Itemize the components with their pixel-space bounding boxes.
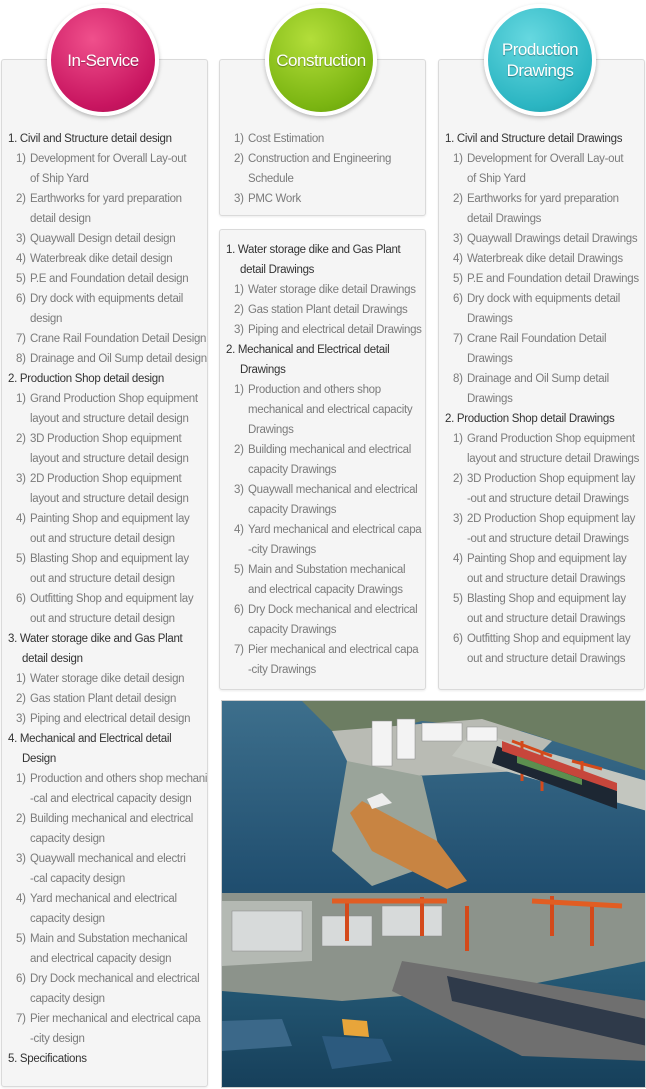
- list-item: [8, 469, 208, 509]
- list-item-text: Piping and electrical detail Drawings: [248, 324, 422, 336]
- section-heading: [8, 129, 208, 149]
- list-item-text: Earthworks for yard preparation: [30, 193, 182, 205]
- list-item-text: Quaywall mechanical and electri: [30, 853, 186, 865]
- production-title-line2: Drawings: [506, 61, 574, 80]
- list-item-number: 6): [234, 604, 244, 616]
- section-heading-line: detail design: [22, 653, 83, 665]
- list-item-continuation: -city Drawings: [248, 544, 317, 556]
- list-item: [445, 629, 645, 669]
- list-item-continuation: of Ship Yard: [467, 173, 526, 185]
- section-heading: [8, 729, 208, 769]
- list-item: [8, 769, 208, 809]
- list-item-continuation: out and structure detail design: [30, 613, 175, 625]
- list-item-text: Painting Shop and equipment lay: [30, 513, 190, 525]
- list-item: [226, 520, 426, 560]
- list-item-number: 4): [16, 893, 26, 905]
- list-item: [445, 189, 645, 229]
- list-item-number: 7): [234, 644, 244, 656]
- in-service-panel: [1, 59, 208, 1087]
- list-item-text: Blasting Shop and equipment lay: [467, 593, 626, 605]
- list-item-first-line: [234, 440, 426, 460]
- list-item-continuation: capacity design: [30, 993, 105, 1005]
- list-item-first-line: [453, 429, 645, 449]
- list-item: [8, 149, 208, 189]
- list-item: [226, 600, 426, 640]
- list-item-first-line: [453, 369, 645, 389]
- list-item-text: Water storage dike detail Drawings: [248, 284, 416, 296]
- section-heading-line: Design: [22, 753, 56, 765]
- list-item: [226, 149, 426, 189]
- list-item-number: 1): [453, 433, 463, 445]
- list-item-first-line: [16, 289, 208, 309]
- list-item-continuation: and electrical capacity design: [30, 953, 172, 965]
- list-item-text: Crane Rail Foundation Detail Design: [30, 333, 207, 345]
- list-item: [8, 389, 208, 429]
- list-item: [445, 269, 645, 289]
- list-item-number: 6): [16, 973, 26, 985]
- list-item-continuation: Drawings: [467, 393, 513, 405]
- list-item: [8, 249, 208, 269]
- list-item-text: Grand Production Shop equipment: [30, 393, 198, 405]
- list-item: [8, 349, 208, 369]
- list-item-first-line: [16, 809, 208, 829]
- list-item-first-line: [16, 709, 208, 729]
- list-item-continuation: Drawings: [467, 353, 513, 365]
- list-item-first-line: [453, 629, 645, 649]
- production-drawings-header[interactable]: [484, 4, 596, 116]
- list-item-text: Quaywall Design detail design: [30, 233, 176, 245]
- list-item-continuation: -cal and electrical capacity design: [30, 793, 192, 805]
- list-item: [445, 229, 645, 249]
- list-item-first-line: [16, 589, 208, 609]
- list-item-number: 6): [453, 633, 463, 645]
- section-heading-line: 5. Specifications: [8, 1053, 87, 1065]
- list-item-number: 1): [234, 384, 244, 396]
- list-item: [226, 380, 426, 440]
- list-item-number: 3): [234, 484, 244, 496]
- list-item-text: Gas station Plant detail design: [30, 693, 177, 705]
- list-item: [445, 549, 645, 589]
- list-item-first-line: [16, 249, 208, 269]
- list-item-first-line: [16, 969, 208, 989]
- list-item: [8, 329, 208, 349]
- list-item-number: 2): [16, 433, 26, 445]
- section-heading: [226, 240, 426, 280]
- list-item-first-line: [16, 1009, 208, 1029]
- list-item-first-line: [234, 640, 426, 660]
- list-item-text: Drainage and Oil Sump detail: [467, 373, 609, 385]
- list-item: [226, 280, 426, 300]
- list-item-first-line: [16, 849, 208, 869]
- list-item-first-line: [234, 520, 426, 540]
- list-item-continuation: capacity design: [30, 913, 105, 925]
- list-item-text: Water storage dike detail design: [30, 673, 185, 685]
- list-item-first-line: [16, 669, 208, 689]
- list-item-first-line: [234, 480, 426, 500]
- list-item: [445, 249, 645, 269]
- list-item: [8, 589, 208, 629]
- list-item-text: Pier mechanical and electrical capa: [30, 1013, 201, 1025]
- list-item-first-line: [234, 320, 426, 340]
- list-item-text: Dry dock with equipments detail: [467, 293, 621, 305]
- list-item-text: Grand Production Shop equipment: [467, 433, 635, 445]
- production-drawings-list: [445, 129, 645, 669]
- list-item-text: Development for Overall Lay-out: [30, 153, 187, 165]
- list-item-first-line: [453, 249, 645, 269]
- list-item: [445, 289, 645, 329]
- list-item: [445, 369, 645, 409]
- list-item-number: 5): [453, 593, 463, 605]
- list-item-first-line: [453, 189, 645, 209]
- list-item-text: Painting Shop and equipment lay: [467, 553, 627, 565]
- list-item: [8, 189, 208, 229]
- list-item-continuation: of Ship Yard: [30, 173, 89, 185]
- list-item-first-line: [234, 380, 426, 400]
- list-item-continuation: capacity Drawings: [248, 624, 337, 636]
- list-item-number: 2): [234, 444, 244, 456]
- list-item-first-line: [16, 189, 208, 209]
- section-heading: [445, 409, 645, 429]
- list-item-continuation: capacity Drawings: [248, 504, 337, 516]
- list-item: [8, 889, 208, 929]
- list-item-first-line: [453, 469, 645, 489]
- list-item-continuation: layout and structure detail design: [30, 413, 189, 425]
- list-item-continuation: -city Drawings: [248, 664, 317, 676]
- section-heading: [8, 629, 208, 669]
- section-heading-line: 2. Production Shop detail design: [8, 373, 164, 385]
- list-item-number: 3): [16, 853, 26, 865]
- production-panel: [438, 59, 645, 690]
- list-item-text: Blasting Shop and equipment lay: [30, 553, 189, 565]
- list-item: [226, 300, 426, 320]
- section-heading-line: 3. Water storage dike and Gas Plant: [8, 633, 183, 645]
- list-item-number: 6): [16, 293, 26, 305]
- list-item-continuation: capacity Drawings: [248, 464, 337, 476]
- list-item: [8, 229, 208, 249]
- list-item-first-line: [234, 189, 426, 209]
- list-item-text: Pier mechanical and electrical capa: [248, 644, 419, 656]
- list-item-first-line: [453, 269, 645, 289]
- construction-panel-bottom: [219, 229, 426, 690]
- list-item: [8, 969, 208, 1009]
- list-item-continuation: out and structure detail design: [30, 533, 175, 545]
- list-item: [226, 440, 426, 480]
- list-item-number: 5): [16, 933, 26, 945]
- list-item: [445, 329, 645, 369]
- in-service-title: In-Service: [67, 50, 139, 70]
- list-item: [8, 809, 208, 849]
- list-item-first-line: [234, 300, 426, 320]
- list-item-number: 4): [16, 253, 26, 265]
- list-item-text: Building mechanical and electrical: [30, 813, 194, 825]
- list-item-text: Development for Overall Lay-out: [467, 153, 624, 165]
- list-item-number: 2): [234, 304, 244, 316]
- list-item-text: Piping and electrical detail design: [30, 713, 191, 725]
- list-item-continuation: out and structure detail Drawings: [467, 613, 626, 625]
- list-item-first-line: [16, 429, 208, 449]
- list-item-text: Dry dock with equipments detail: [30, 293, 184, 305]
- list-item: [8, 669, 208, 689]
- list-item-continuation: and electrical capacity Drawings: [248, 584, 403, 596]
- list-item-first-line: [453, 289, 645, 309]
- list-item-text: Building mechanical and electrical: [248, 444, 412, 456]
- list-item-text: Outfitting Shop and equipment lay: [467, 633, 631, 645]
- list-item: [445, 149, 645, 189]
- section-heading-line: 2. Mechanical and Electrical detail: [226, 344, 390, 356]
- list-item-first-line: [16, 149, 208, 169]
- list-item-first-line: [453, 229, 645, 249]
- list-item-first-line: [16, 689, 208, 709]
- list-item-number: 1): [16, 153, 26, 165]
- list-item-continuation: out and structure detail design: [30, 573, 175, 585]
- list-item-text: Crane Rail Foundation Detail: [467, 333, 607, 345]
- list-item-number: 8): [453, 373, 463, 385]
- list-item: [8, 689, 208, 709]
- construction-header[interactable]: [265, 4, 377, 116]
- list-item: [8, 929, 208, 969]
- list-item-continuation: layout and structure detail design: [30, 493, 189, 505]
- list-item-first-line: [453, 149, 645, 169]
- list-item-number: 2): [234, 153, 244, 165]
- list-item: [226, 560, 426, 600]
- list-item: [8, 709, 208, 729]
- list-item-text: PMC Work: [248, 193, 301, 205]
- list-item-number: 1): [16, 393, 26, 405]
- list-item-number: 1): [234, 284, 244, 296]
- list-item-number: 1): [453, 153, 463, 165]
- list-item-number: 3): [16, 713, 26, 725]
- list-item-first-line: [16, 469, 208, 489]
- list-item-number: 5): [234, 564, 244, 576]
- list-item-continuation: capacity design: [30, 833, 105, 845]
- list-item-number: 2): [16, 813, 26, 825]
- list-item-first-line: [16, 329, 208, 349]
- production-drawings-title: [502, 39, 578, 81]
- section-heading: [226, 340, 426, 380]
- list-item: [445, 589, 645, 629]
- list-item-continuation: design: [30, 313, 63, 325]
- list-item-first-line: [453, 509, 645, 529]
- section-heading: [8, 1049, 208, 1069]
- list-item-text: Main and Substation mechanical: [248, 564, 406, 576]
- list-item-number: 5): [453, 273, 463, 285]
- list-item-number: 2): [453, 193, 463, 205]
- list-item-first-line: [16, 929, 208, 949]
- list-item-number: 4): [453, 553, 463, 565]
- list-item-text: Production and others shop: [248, 384, 381, 396]
- list-item-text: Quaywall mechanical and electrical: [248, 484, 418, 496]
- list-item-first-line: [16, 509, 208, 529]
- list-item-first-line: [234, 560, 426, 580]
- list-item-number: 5): [16, 273, 26, 285]
- list-item-first-line: [453, 589, 645, 609]
- list-item-number: 3): [234, 324, 244, 336]
- list-item-first-line: [453, 329, 645, 349]
- list-item-number: 5): [16, 553, 26, 565]
- list-item-number: 6): [16, 593, 26, 605]
- list-item: [226, 189, 426, 209]
- list-item: [226, 640, 426, 680]
- list-item-number: 3): [16, 233, 26, 245]
- section-heading: [8, 369, 208, 389]
- list-item-number: 3): [453, 513, 463, 525]
- construction-drawings-list: [226, 240, 426, 680]
- list-item-first-line: [16, 549, 208, 569]
- shipyard-illustration: [222, 701, 646, 1088]
- list-item: [445, 429, 645, 469]
- production-title-line1: Production: [501, 40, 579, 59]
- list-item-number: 1): [16, 773, 26, 785]
- list-item-continuation: out and structure detail Drawings: [467, 573, 626, 585]
- list-item: [445, 469, 645, 509]
- in-service-header[interactable]: [47, 4, 159, 116]
- list-item-text: Main and Substation mechanical: [30, 933, 188, 945]
- list-item-first-line: [16, 769, 208, 789]
- list-item-continuation: layout and structure detail design: [30, 453, 189, 465]
- list-item: [8, 429, 208, 469]
- section-heading-line: 2. Production Shop detail Drawings: [445, 413, 615, 425]
- list-item: [226, 129, 426, 149]
- list-item: [8, 849, 208, 889]
- list-item: [445, 509, 645, 549]
- list-item-text: Cost Estimation: [248, 133, 325, 145]
- list-item-number: 3): [234, 193, 244, 205]
- list-item: [226, 480, 426, 520]
- shipyard-rendering-image: [221, 700, 646, 1088]
- list-item: [8, 1009, 208, 1049]
- list-item: [8, 509, 208, 549]
- section-heading-line: 1. Water storage dike and Gas Plant: [226, 244, 401, 256]
- list-item-number: 2): [16, 693, 26, 705]
- list-item-continuation: -out and structure detail Drawings: [467, 533, 629, 545]
- list-item-continuation: Drawings: [248, 424, 294, 436]
- section-heading: [445, 129, 645, 149]
- construction-title: Construction: [276, 50, 366, 70]
- list-item-number: 6): [453, 293, 463, 305]
- list-item-continuation: detail Drawings: [467, 213, 542, 225]
- list-item-first-line: [453, 549, 645, 569]
- list-item-text: P.E and Foundation detail design: [30, 273, 189, 285]
- list-item-first-line: [234, 129, 426, 149]
- list-item-first-line: [16, 389, 208, 409]
- list-item-number: 4): [234, 524, 244, 536]
- list-item-text: 2D Production Shop equipment lay: [467, 513, 636, 525]
- list-item: [8, 289, 208, 329]
- list-item-number: 1): [16, 673, 26, 685]
- list-item-number: 7): [16, 1013, 26, 1025]
- list-item-continuation: mechanical and electrical capacity: [248, 404, 413, 416]
- list-item-continuation: -cal capacity design: [30, 873, 125, 885]
- list-item-number: 7): [16, 333, 26, 345]
- list-item-text: P.E and Foundation detail Drawings: [467, 273, 639, 285]
- list-item-text: Waterbreak dike detail design: [30, 253, 173, 265]
- list-item-text: Drainage and Oil Sump detail design: [30, 353, 207, 365]
- in-service-list: [8, 129, 208, 1069]
- list-item-first-line: [16, 269, 208, 289]
- list-item-number: 3): [16, 473, 26, 485]
- list-item-text: Production and others shop mechani: [30, 773, 208, 785]
- section-heading-line: 1. Civil and Structure detail design: [8, 133, 172, 145]
- list-item-text: Yard mechanical and electrical: [30, 893, 177, 905]
- list-item: [8, 549, 208, 589]
- list-item-text: Yard mechanical and electrical capa: [248, 524, 422, 536]
- list-item-text: 3D Production Shop equipment: [30, 433, 182, 445]
- list-item-number: 1): [234, 133, 244, 145]
- list-item-first-line: [234, 280, 426, 300]
- list-item-continuation: Drawings: [467, 313, 513, 325]
- list-item-text: 3D Production Shop equipment lay: [467, 473, 636, 485]
- list-item-first-line: [16, 349, 208, 369]
- list-item: [8, 269, 208, 289]
- list-item-continuation: -city design: [30, 1033, 85, 1045]
- section-heading-line: 1. Civil and Structure detail Drawings: [445, 133, 623, 145]
- list-item-continuation: Schedule: [248, 173, 294, 185]
- list-item-continuation: out and structure detail Drawings: [467, 653, 626, 665]
- list-item-number: 2): [453, 473, 463, 485]
- construction-services-list: [226, 129, 426, 209]
- list-item: [226, 320, 426, 340]
- list-item-first-line: [16, 889, 208, 909]
- list-item-number: 7): [453, 333, 463, 345]
- list-item-text: Gas station Plant detail Drawings: [248, 304, 408, 316]
- list-item-number: 4): [453, 253, 463, 265]
- list-item-text: Dry Dock mechanical and electrical: [30, 973, 200, 985]
- list-item-number: 3): [453, 233, 463, 245]
- list-item-text: Waterbreak dike detail Drawings: [467, 253, 623, 265]
- list-item-continuation: layout and structure detail Drawings: [467, 453, 640, 465]
- list-item-text: Outfitting Shop and equipment lay: [30, 593, 194, 605]
- list-item-continuation: -out and structure detail Drawings: [467, 493, 629, 505]
- list-item-text: Earthworks for yard preparation: [467, 193, 619, 205]
- section-heading-line: 4. Mechanical and Electrical detail: [8, 733, 172, 745]
- list-item-first-line: [234, 600, 426, 620]
- list-item-text: Construction and Engineering: [248, 153, 392, 165]
- list-item-number: 4): [16, 513, 26, 525]
- section-heading-line: detail Drawings: [240, 264, 315, 276]
- list-item-text: Quaywall Drawings detail Drawings: [467, 233, 638, 245]
- list-item-number: 8): [16, 353, 26, 365]
- section-heading-line: Drawings: [240, 364, 286, 376]
- list-item-first-line: [234, 149, 426, 169]
- list-item-text: 2D Production Shop equipment: [30, 473, 182, 485]
- list-item-text: Dry Dock mechanical and electrical: [248, 604, 418, 616]
- list-item-continuation: detail design: [30, 213, 91, 225]
- list-item-number: 2): [16, 193, 26, 205]
- list-item-first-line: [16, 229, 208, 249]
